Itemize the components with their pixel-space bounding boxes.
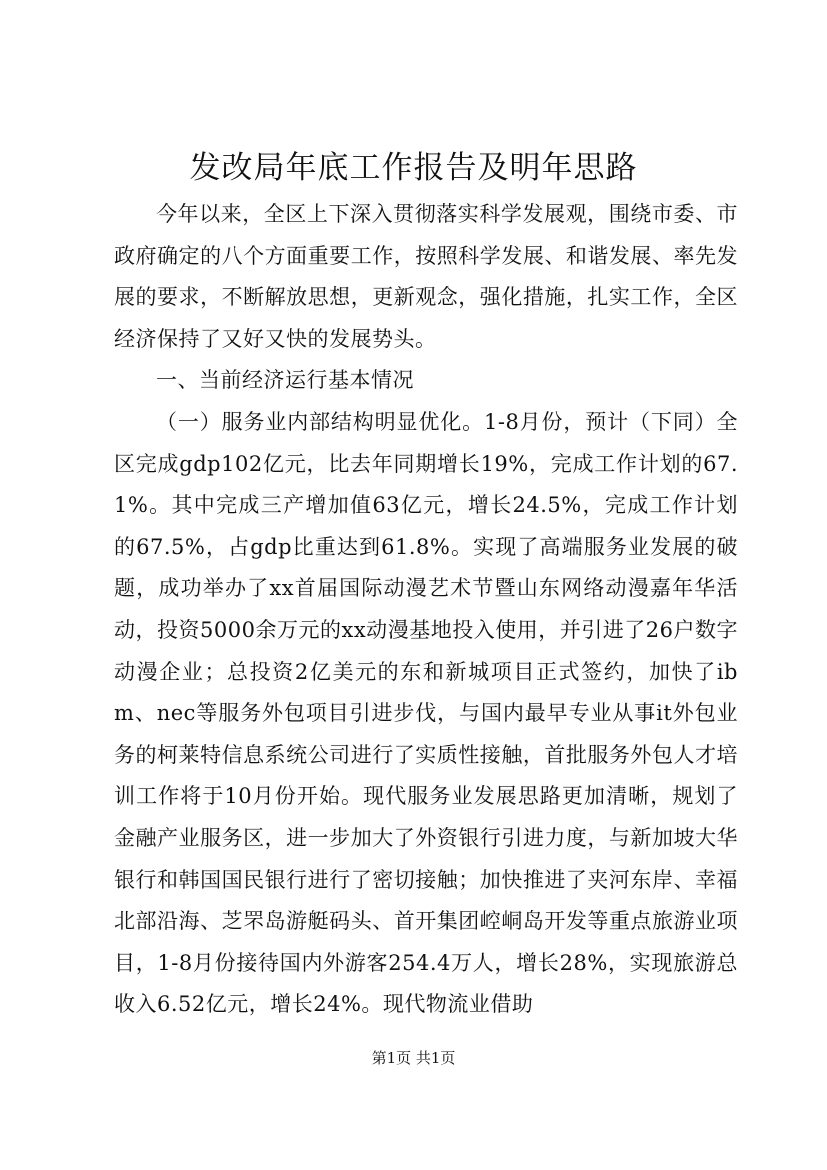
intro-paragraph: 今年以来，全区上下深入贯彻落实科学发展观，围绕市委、市政府确定的八个方面重要工作，按照科学发展、和谐发展、率先发展的要求，不断解放思想，更新观念，强化措施，扎实工作，全区经济保持了又好又快的发展势头。: [114, 202, 738, 351]
document-body: [114, 194, 738, 1026]
body-paragraph: （一）服务业内部结构明显优化。1-8月份，预计（下同）全区完成gdp102亿元，比去年同期增长19%，完成工作计划的67.1%。其中完成三产增加值63亿元，增长24.5%，完成工作计划的67.5%，占gdp比重达到61.8%。实现了高端服务业发展的破题，成功举办了xx首届国际动漫艺术节暨山东网络动漫嘉年华活动，投资5000余万元的xx动漫基地投入使用，并引进了26户数字动漫企业；总投资2亿美元的东和新城项目正式签约，加快了ibm、nec等服务外包项目引进步伐，与国内最早专业从事it外包业务的柯莱特信息系统公司进行了实质性接触，首批服务外包人才培训工作将于10月份开始。现代服务业发展思路更加清晰，规划了金融产业服务区，进一步加大了外资银行引进力度，与新加坡大华银行和韩国国民银行进行了密切接触；加快推进了夹河东岸、幸福北部沿海、芝罘岛游艇码头、首开集团崆峒岛开发等重点旅游业项目，1-8月份接待国内外游客254.4万人，增长28%，实现旅游总收入6.52亿元，增长24%。现代物流业借助: [114, 409, 738, 1017]
page-footer: 第1页 共1页: [371, 1049, 456, 1067]
section-heading: 一、当前经济运行基本情况: [156, 368, 414, 393]
document-title: 发改局年底工作报告及明年思路: [189, 150, 638, 186]
